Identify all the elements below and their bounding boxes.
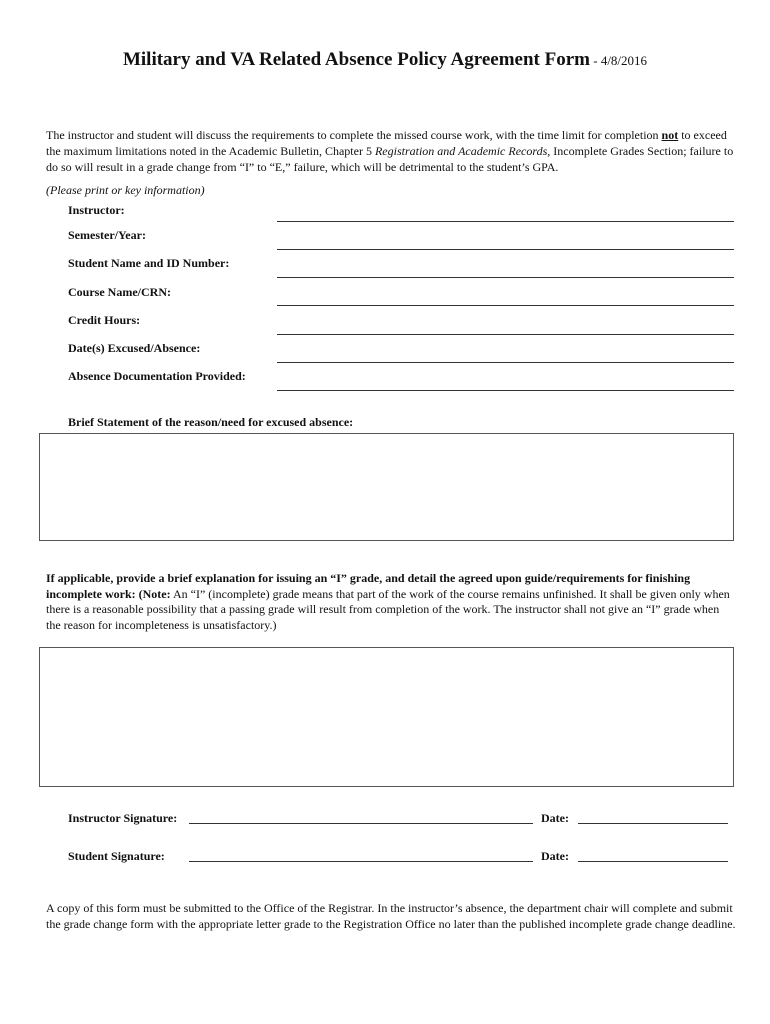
intro-text-2: to exceed the maximum limitations noted in the Academic Bulletin, Chapter 5 [46,128,727,158]
student-date-label: Date: [541,849,569,863]
course-name-crn-field[interactable] [277,305,734,306]
form-date: - 4/8/2016 [589,53,648,68]
footer-note: A copy of this form must be submitted to the Office of the Registrar. In the instructor’s absence, the department chair will complete and submit the grade change form with the appropriate letter grade to the Registration Office no later than the published incomplete grade change deadline. [46,901,736,931]
grade-explanation-textbox[interactable] [39,647,734,787]
semester-year-field[interactable] [277,249,734,250]
grade-explanation-text [46,571,736,633]
intro-text-3: Incomplete Grades Section; failure to do so will result in a grade change from “I” to “E,” failure, which will be detrimental to the student’s GPA. [46,144,734,174]
instructor-date-label: Date: [541,811,569,825]
brief-statement-textbox[interactable] [39,433,734,541]
credit-hours-field[interactable] [277,334,734,335]
print-note: (Please print or key information) [46,183,205,197]
instructor-signature-field[interactable] [189,823,533,824]
grade-explanation-note: An “I” (incomplete) grade means that part of the work of the course remains unfinished. It shall be given only when there is a reasonable possibility that a passing grade will result from completion of the work. The instructor shall not give an “I” grade when the reason for incompleteness is unsatisfactory.) [46,586,730,632]
credit-hours-label: Credit Hours: [68,313,141,327]
intro-text-1: The instructor and student will discuss the requirements to complete the missed course work, with the time limit for completion [46,128,662,142]
intro-italic-chapter: Registration and Academic Records, [374,144,551,158]
instructor-date-field[interactable] [578,823,728,824]
brief-statement-label: Brief Statement of the reason/need for excused absence: [68,415,354,429]
form-title-main: Military and VA Related Absence Policy Agreement Form [122,49,590,70]
student-date-field[interactable] [578,861,728,862]
grade-explanation-bold: If applicable, provide a brief explanation for issuing an “I” grade, and detail the agreed upon guide/requirements for finishing incomplete work: (Note: [46,571,691,601]
semester-year-label: Semester/Year: [68,228,146,242]
dates-excused-label: Date(s) Excused/Absence: [68,341,201,355]
instructor-label: Instructor: [68,203,125,217]
intro-underlined-not: not [661,128,679,142]
absence-documentation-field[interactable] [277,390,734,391]
student-signature-field[interactable] [189,861,533,862]
instructor-signature-label: Instructor Signature: [68,811,178,825]
student-signature-label: Student Signature: [68,849,165,863]
course-name-crn-label: Course Name/CRN: [68,285,171,299]
student-name-id-label: Student Name and ID Number: [68,256,230,270]
instructor-field[interactable] [277,221,734,222]
student-name-id-field[interactable] [277,277,734,278]
absence-documentation-label: Absence Documentation Provided: [68,369,246,383]
form-title [0,48,770,73]
dates-excused-field[interactable] [277,362,734,363]
intro-paragraph [46,127,736,175]
